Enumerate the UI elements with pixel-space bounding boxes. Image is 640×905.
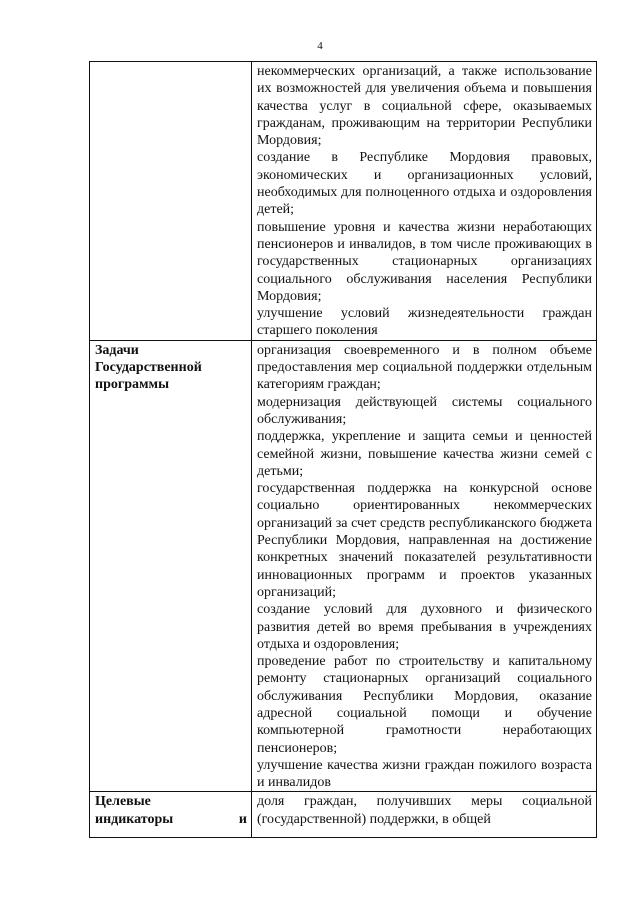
row-label-line: Целевые xyxy=(95,794,151,810)
row-label: Задачи Государственной программы xyxy=(95,342,202,393)
row-content-cell xyxy=(252,792,597,838)
page-number: 4 xyxy=(317,40,323,52)
list-item: улучшение качества жизни граждан пожилого возраста и инвалидов xyxy=(257,757,592,791)
table-row xyxy=(90,340,597,792)
list-item: доля граждан, получивших меры социальной (государственной) поддержки, в общей xyxy=(257,794,592,827)
row-content-cell xyxy=(252,340,597,792)
table-row xyxy=(90,792,597,838)
table-row xyxy=(90,62,597,341)
list-item: создание условий для духовного и физического развития детей во время пребывания в учреждениях отдыха и оздоровления; xyxy=(257,602,592,652)
list-item: проведение работ по строительству и капитальному ремонту стационарных организаций социального обслуживания Республики Мордовия, оказание адресной социальной помощи и обучение компьютерной грамотности неработающих пенсионеров; xyxy=(257,654,592,756)
list-item: улучшение условий жизнедеятельности граждан старшего поколения xyxy=(257,306,592,339)
row-label-cell xyxy=(90,62,252,341)
row-label-word: и xyxy=(238,811,247,827)
list-item: поддержка, укрепление и защита семьи и ценностей семейной жизни, повышение качества жизни семей с детьми; xyxy=(257,429,592,479)
program-passport-table xyxy=(89,61,597,838)
list-item: повышение уровня и качества жизни неработающих пенсионеров и инвалидов, в том числе проживающих в государственных стационарных организациях социального обслуживания населения Республики Мордовия; xyxy=(257,219,592,304)
row-content-cell xyxy=(252,62,597,341)
row-label-cell xyxy=(90,792,252,838)
list-item: некоммерческих организаций, а также использование их возможностей для увеличения объема и повышения качества услуг в социальной сфере, оказываемых гражданам, проживающим на территории Республики Мордовия; xyxy=(257,64,592,149)
list-item: государственная поддержка на конкурсной основе социально ориентированных некоммерческих организаций за счет средств республиканского бюджета Республики Мордовия, направленная на достижение конкретных значений показателей результативности инновационных программ и проектов указанных организаций; xyxy=(257,481,592,600)
list-item: модернизация действующей системы социального обслуживания; xyxy=(257,394,592,427)
row-label-line xyxy=(95,811,247,828)
list-item: создание в Республике Мордовия правовых, экономических и организационных условий, необходимых для полноценного отдыха и оздоровления детей; xyxy=(257,150,592,218)
row-label-word: индикаторы xyxy=(95,811,174,827)
list-item: организация своевременного и в полном объеме предоставления мер социальной поддержки отдельным категориям граждан; xyxy=(257,342,592,393)
row-label-cell xyxy=(90,340,252,792)
